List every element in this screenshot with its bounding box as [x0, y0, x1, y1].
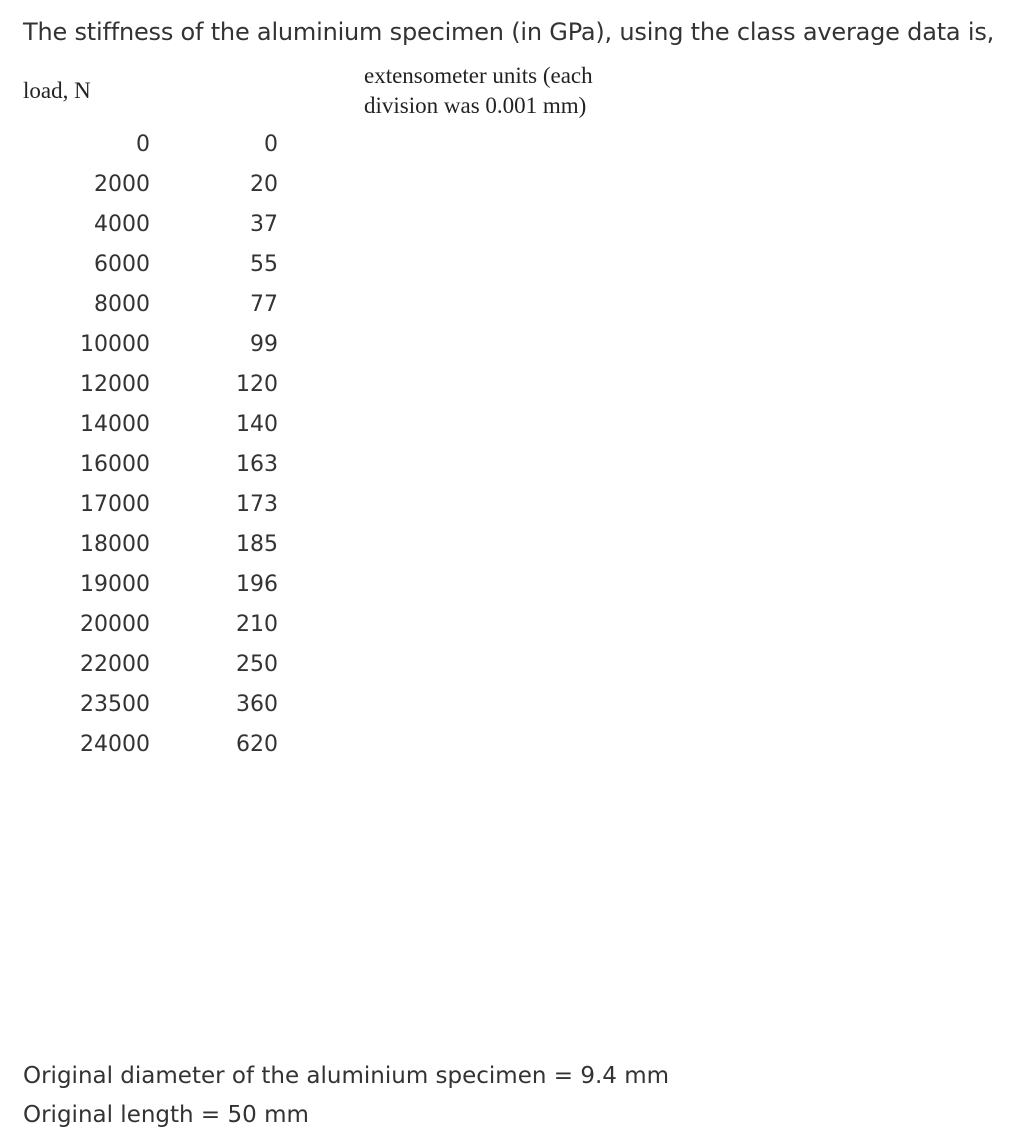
load-cell: 10000: [80, 332, 150, 357]
extensometer-cell: 55: [250, 252, 278, 277]
extensometer-cell: 120: [236, 372, 278, 397]
load-cell: 2000: [94, 172, 150, 197]
extensometer-header-line-1: extensometer units (each: [364, 63, 593, 88]
load-cell: 18000: [80, 532, 150, 557]
load-cell: 6000: [94, 252, 150, 277]
extensometer-cell: 360: [236, 692, 278, 717]
extensometer-cell: 173: [236, 492, 278, 517]
load-column-header: load, N: [23, 78, 91, 103]
diameter-note: Original diameter of the aluminium specimen = 9.4 mm: [23, 1063, 670, 1089]
extensometer-cell: 77: [250, 292, 278, 317]
extensometer-cell: 620: [236, 732, 278, 757]
extensometer-cell: 185: [236, 532, 278, 557]
load-cell: 22000: [80, 652, 150, 677]
extensometer-cell: 37: [250, 212, 278, 237]
extensometer-cell: 0: [264, 132, 278, 157]
length-note: Original length = 50 mm: [23, 1102, 309, 1128]
question-text: The stiffness of the aluminium specimen (in GPa), using the class average data is,: [23, 18, 995, 46]
extensometer-cell: 20: [250, 172, 278, 197]
load-cell: 24000: [80, 732, 150, 757]
extensometer-cell: 140: [236, 412, 278, 437]
extensometer-cell: 196: [236, 572, 278, 597]
load-cell: 17000: [80, 492, 150, 517]
load-cell: 0: [136, 132, 150, 157]
load-cell: 20000: [80, 612, 150, 637]
extensometer-cell: 99: [250, 332, 278, 357]
extensometer-cell: 250: [236, 652, 278, 677]
load-cell: 4000: [94, 212, 150, 237]
load-cell: 23500: [80, 692, 150, 717]
load-cell: 16000: [80, 452, 150, 477]
extensometer-cell: 210: [236, 612, 278, 637]
load-cell: 19000: [80, 572, 150, 597]
extensometer-header-line-2: division was 0.001 mm): [364, 93, 587, 118]
extensometer-cell: 163: [236, 452, 278, 477]
load-cell: 14000: [80, 412, 150, 437]
extensometer-column-header: [364, 61, 664, 121]
load-cell: 12000: [80, 372, 150, 397]
load-cell: 8000: [94, 292, 150, 317]
